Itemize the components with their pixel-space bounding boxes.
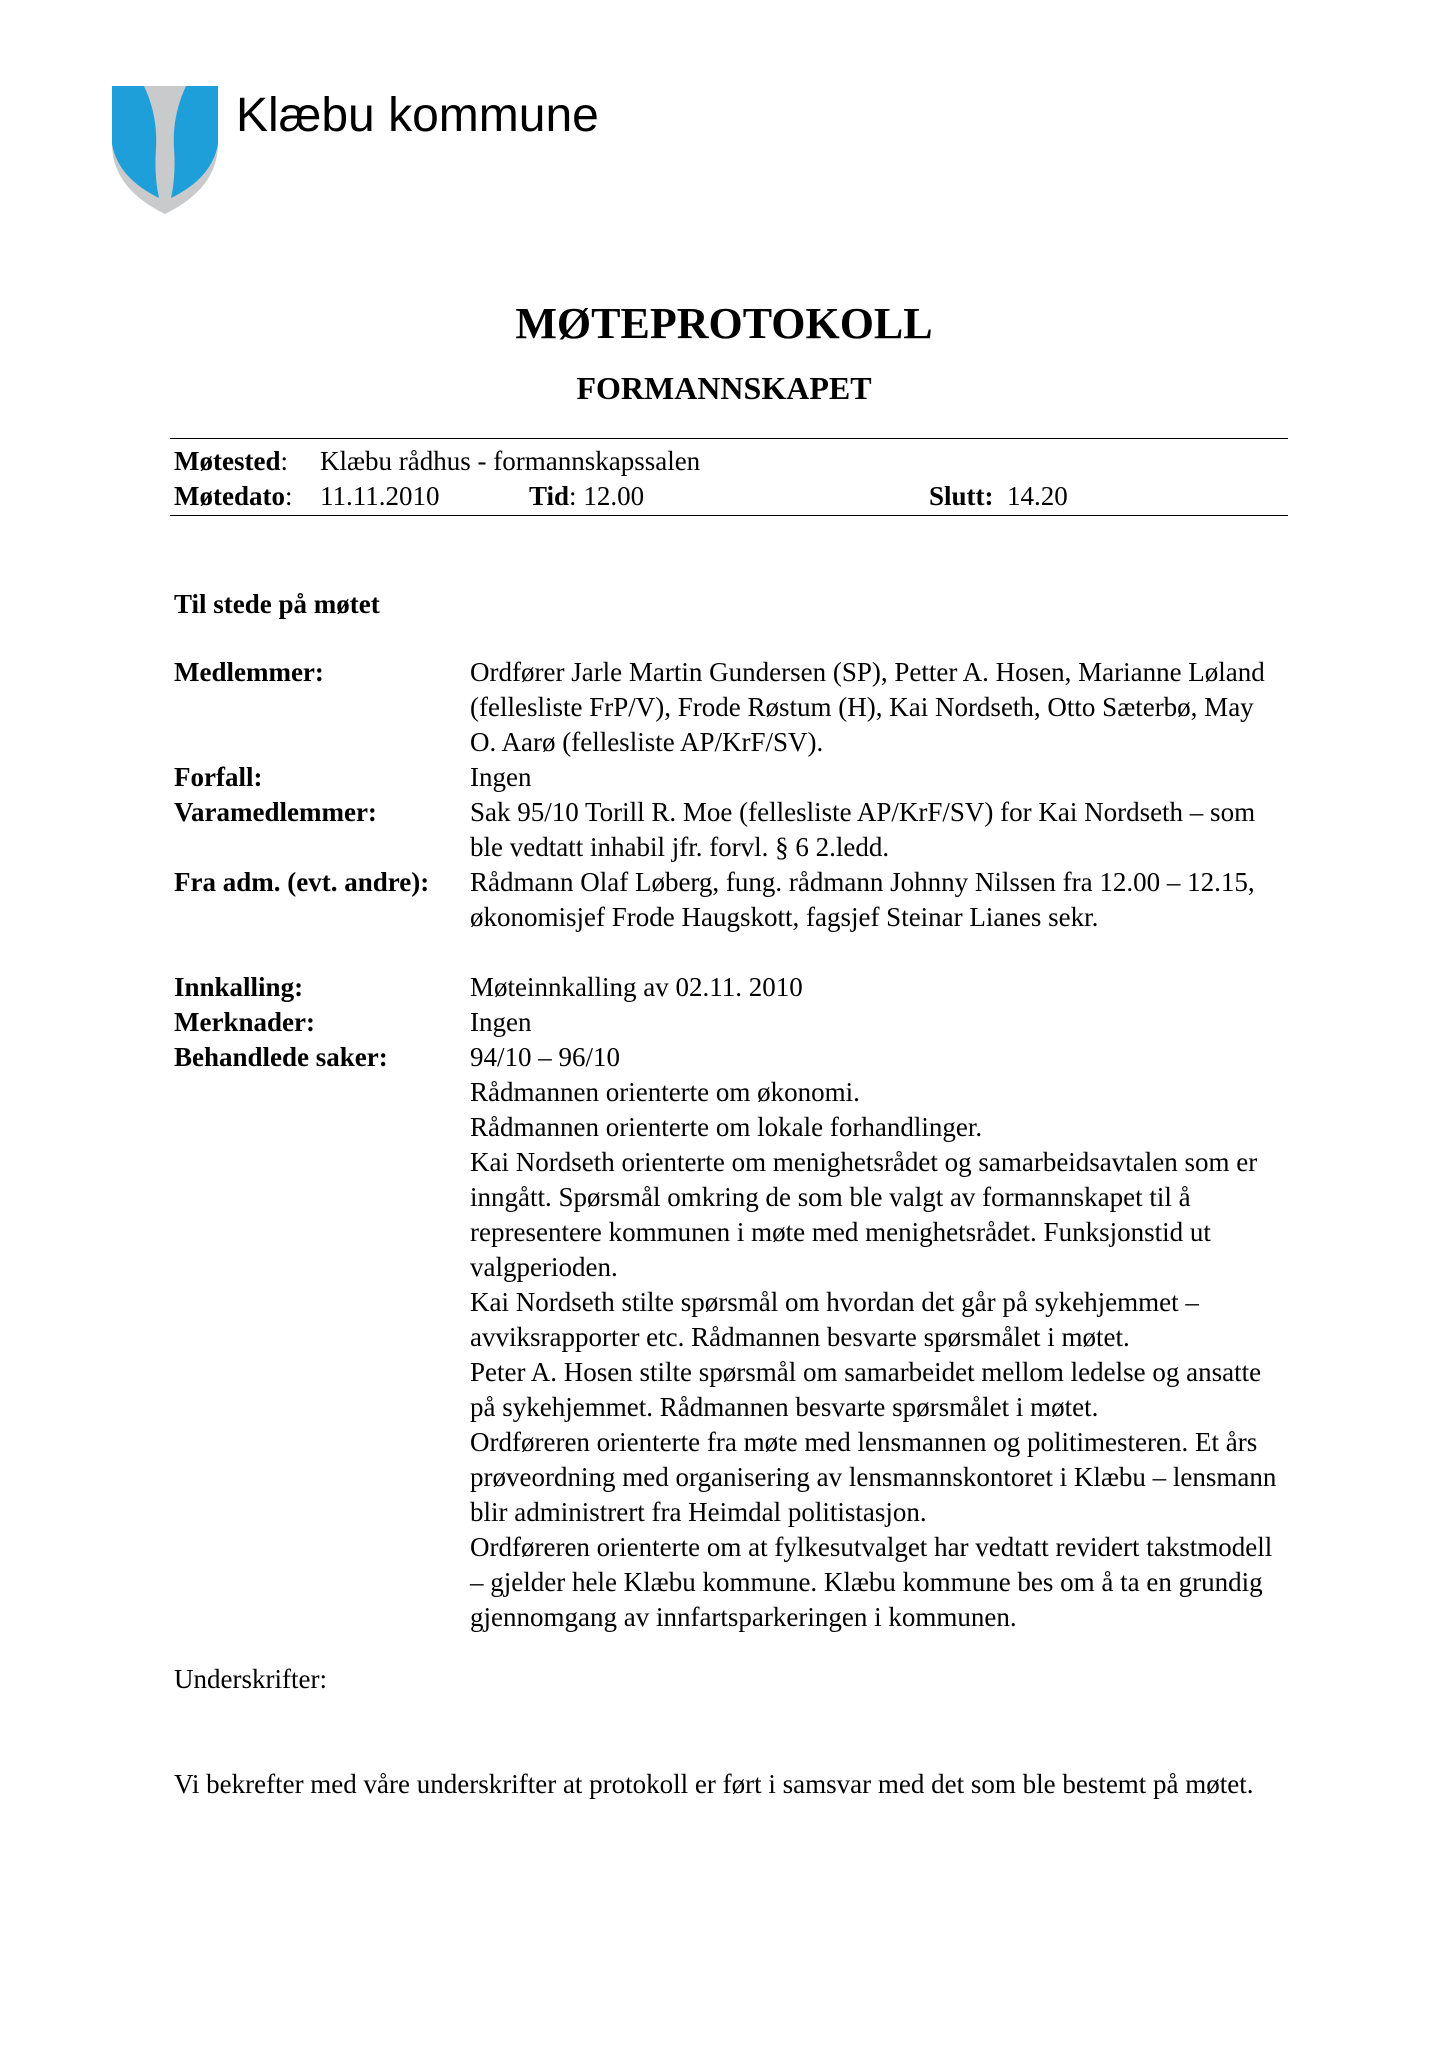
meeting-time-row: Tid: 12.00 (529, 481, 645, 511)
notice-row (174, 970, 1284, 1005)
members-row (174, 655, 1284, 760)
meeting-date: 11.11.2010 (320, 481, 440, 511)
signatures-label: Underskrifter: (174, 1664, 327, 1694)
remarks-value: Ingen (470, 1007, 532, 1037)
remarks-row (174, 1005, 1284, 1040)
meeting-time: 12.00 (583, 481, 645, 511)
case-note: Rådmannen orienterte om økonomi. (470, 1077, 860, 1107)
notice-label: Innkalling: (174, 972, 304, 1002)
cases-value: 94/10 – 96/10 (470, 1042, 621, 1072)
meeting-date-label: Møtedato (174, 481, 285, 511)
present-heading: Til stede på møtet (174, 589, 380, 619)
admin-row (174, 865, 1284, 935)
case-note: Kai Nordseth orienterte om menighetsrådet og samarbeidsavtalen som er inngått. Spørsmål omkring de som ble valgt av formannskapet til å representere kommunen i møte med menighetsrådet. Funksjonstid ut valgperioden. (470, 1147, 1258, 1282)
admin-value: Rådmann Olaf Løberg, fung. rådmann Johnny Nilssen fra 12.00 – 12.15, økonomisjef Frode Haugskott, fagsjef Steinar Lianes sekr. (470, 867, 1255, 932)
members-label: Medlemmer: (174, 657, 324, 687)
case-note: Kai Nordseth stilte spørsmål om hvordan det går på sykehjemmet – avviksrapporter etc. Rådmannen besvarte spørsmålet i møtet. (470, 1287, 1199, 1352)
meeting-end: 14.20 (1007, 481, 1068, 511)
coat-of-arms-logo (112, 86, 218, 214)
divider-top (170, 438, 1288, 439)
cases-row (174, 1040, 1284, 1635)
notice-value: Møteinnkalling av 02.11. 2010 (470, 972, 803, 1002)
deputies-value: Sak 95/10 Torill R. Moe (fellesliste AP/KrF/SV) for Kai Nordseth – som ble vedtatt inhabil jfr. forvl. § 6 2.ledd. (470, 797, 1256, 862)
meeting-end-row (929, 479, 1068, 514)
cases-block (470, 1040, 1284, 1635)
org-name: Klæbu kommune (236, 89, 599, 142)
remarks-label: Merknader: (174, 1007, 315, 1037)
deputies-row (174, 795, 1284, 865)
meeting-place-row: Møtested: (174, 446, 288, 476)
meeting-time-label: Tid (529, 481, 570, 511)
protocol-details (174, 655, 1284, 1635)
meeting-date-row: Møtedato: (174, 481, 293, 511)
absent-value: Ingen (470, 762, 532, 792)
document-subtitle: FORMANNSKAPET (576, 370, 872, 406)
document-title: MØTEPROTOKOLL (515, 299, 933, 348)
confirmation-text: Vi bekrefter med våre underskrifter at protokoll er ført i samsvar med det som ble bestemt på møtet. (174, 1769, 1254, 1799)
case-note: Peter A. Hosen stilte spørsmål om samarbeidet mellom ledelse og ansatte på sykehjemmet. Rådmannen besvarte spørsmålet i møtet. (470, 1357, 1262, 1422)
case-note: Ordføreren orienterte om at fylkesutvalget har vedtatt revidert takstmodell – gjelder hele Klæbu kommune. Klæbu kommune bes om å ta en grundig gjennomgang av innfartsparkeringen i kommunen. (470, 1532, 1273, 1632)
meeting-place-label: Møtested (174, 446, 281, 476)
absent-label: Forfall: (174, 762, 263, 792)
cases-label: Behandlede saker: (174, 1042, 388, 1072)
case-note: Ordføreren orienterte fra møte med lensmannen og politimesteren. Et års prøveordning med organisering av lensmannskontoret i Klæbu – lensmann blir administrert fra Heimdal politistasjon. (470, 1427, 1277, 1527)
members-value: Ordfører Jarle Martin Gundersen (SP), Petter A. Hosen, Marianne Løland (fellesliste FrP/V), Frode Røstum (H), Kai Nordseth, Otto Sæterbø, May O. Aarø (fellesliste AP/KrF/SV). (470, 657, 1265, 757)
absent-row (174, 760, 1284, 795)
meeting-place: Klæbu rådhus - formannskapssalen (320, 446, 701, 476)
case-note: Rådmannen orienterte om lokale forhandlinger. (470, 1112, 983, 1142)
admin-label: Fra adm. (evt. andre): (174, 867, 430, 897)
meeting-end-label: Slutt: (929, 481, 994, 511)
divider-bottom (170, 515, 1288, 516)
deputies-label: Varamedlemmer: (174, 797, 377, 827)
